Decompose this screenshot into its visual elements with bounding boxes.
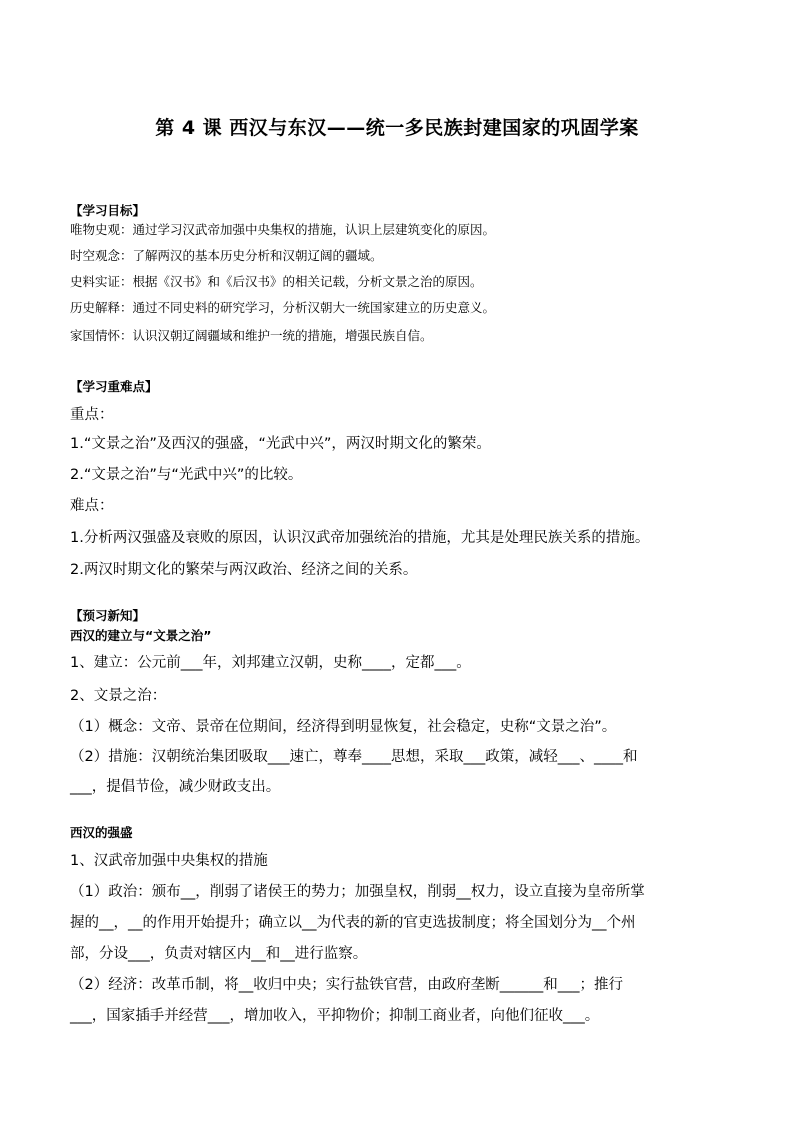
difficult-item: 1.分析两汉强盛及衰败的原因，认识汉武帝加强统治的措施，尤其是处理民族关系的措施。: [70, 530, 650, 546]
section-line: 握的__，__的作用开始提升；确立以__为代表的新的官吏选拔制度；将全国划分为__个州: [70, 915, 636, 931]
section-title: 西汉的建立与“文景之治”: [70, 628, 212, 643]
objective-item: 时空观念：了解两汉的基本历史分析和汉朝辽阔的疆域。: [70, 248, 383, 263]
section-line: （2）措施：汉朝统治集团吸取___速亡，尊奉____思想，采取___政策，减轻___、____和: [70, 749, 638, 765]
page-title: 第 4 课 西汉与东汉——统一多民族封建国家的巩固学案: [155, 117, 639, 139]
section-line: （1）概念：文帝、景帝在位期间，经济得到明显恢复，社会稳定，史称“文景之治”。: [70, 719, 617, 735]
objective-item: 史料实证：根据《汉书》和《后汉书》的相关记载，分析文景之治的原因。: [70, 274, 483, 289]
section-title: 西汉的强盛: [70, 825, 133, 840]
section-line: 1、汉武帝加强中央集权的措施: [70, 853, 268, 869]
section-line: ___，国家插手并经营___，增加收入，平抑物价；抑制工商业者，向他们征收___。: [70, 1008, 600, 1024]
key-item: 2.“文景之治”与“光武中兴”的比较。: [70, 467, 303, 483]
preview-heading: 【预习新知】: [70, 608, 146, 623]
objective-item: 唯物史观：通过学习汉武帝加强中央集权的措施，认识上层建筑变化的原因。: [70, 222, 496, 237]
section-line: 部，分设___，负责对辖区内__和__进行监察。: [70, 946, 368, 962]
key-label: 重点：: [70, 407, 114, 423]
objective-item: 家国情怀：认识汉朝辽阔疆域和维护一统的措施，增强民族自信。: [70, 328, 433, 343]
objective-item: 历史解释：通过不同史料的研究学习，分析汉朝大一统国家建立的历史意义。: [70, 300, 496, 315]
objectives-heading: 【学习目标】: [70, 203, 146, 218]
keypoints-heading: 【学习重难点】: [70, 379, 158, 394]
difficult-item: 2.两汉时期文化的繁荣与两汉政治、经济之间的关系。: [70, 562, 418, 578]
section-line: （2）经济：改革币制，将__收归中央；实行盐铁官营，由政府垄断______和___；推行: [70, 977, 623, 993]
difficult-label: 难点：: [70, 498, 114, 514]
key-item: 1.“文景之治”及西汉的强盛，“光武中兴”，两汉时期文化的繁荣。: [70, 436, 491, 452]
section-line: 1、建立：公元前___年，刘邦建立汉朝，史称____，定都___。: [70, 655, 471, 671]
section-line: 2、文景之治：: [70, 688, 167, 704]
section-line: ___，提倡节俭，减少财政支出。: [70, 779, 281, 795]
section-line: （1）政治：颁布__，削弱了诸侯王的势力；加强皇权，削弱__权力，设立直接为皇帝所掌: [70, 884, 645, 900]
